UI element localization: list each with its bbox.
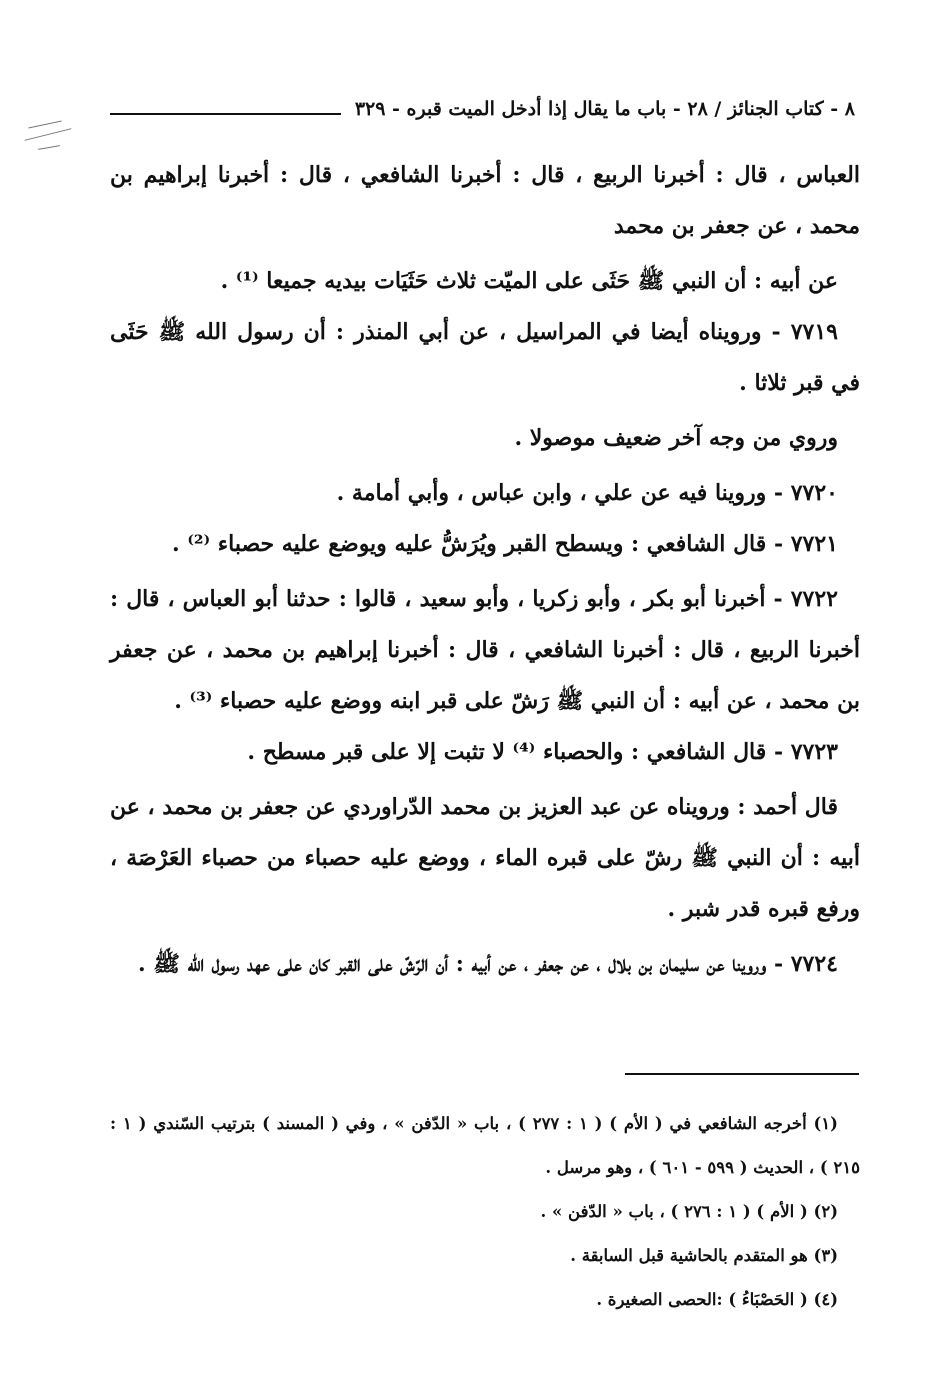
footnotes [110, 1102, 860, 1322]
paragraph: ٧٧٢٢ - أخبرنا أبو بكر ، وأبو زكريا ، وأبو سعيد ، قالوا : حدثنا أبو العباس ، قال : أخبرنا الربيع ، قال : أخبرنا الشافعي ، قال : أخبرنا إبراهيم بن محمد ، عن جعفر بن محمد ، عن أبيه : أن النبي ﷺ رَشّ على قبر ابنه ووضع عليه حصباء ⁽³⁾ . [110, 586, 860, 714]
paragraph: وروي من وجه آخر ضعيف موصولا . [514, 425, 838, 451]
paragraph: ٧٧٢٠ - وروينا فيه عن علي ، وابن عباس ، وأبي أمامة . [336, 480, 838, 506]
scan-mark [28, 120, 61, 128]
paragraph: ٧٧٢١ - قال الشافعي : ويسطح القبر ويُرَشُّ عليه ويوضع عليه حصباء ⁽²⁾ . [172, 531, 838, 557]
scan-mark [38, 145, 60, 150]
running-header [110, 98, 855, 120]
footnote: (٣) هو المتقدم بالحاشية قبل السابقة . [570, 1246, 838, 1265]
footnote: (٢) ( الأم ) ( ١ : ٢٧٦ ) ، باب « الدّفن » . [540, 1202, 838, 1221]
paragraph: ٧٧٢٤ - وروينا عن سليمان بن بلال ، عن جعفر ، عن أبيه : أن الرّشّ على القبر كان على عهد رسول الله ﷺ . [138, 951, 838, 977]
header-rule [110, 113, 341, 115]
footnote-separator [625, 1073, 859, 1075]
running-title: ٨ - كتاب الجنائز / ٢٨ - باب ما يقال إذا أدخل الميت قبره - ٣٢٩ [354, 98, 855, 120]
paragraph: عن أبيه : أن النبي ﷺ حَثَى على الميّت ثلاث حَثَيَات بيديه جميعا ⁽¹⁾ . [220, 268, 838, 294]
paragraph: ٧٧٢٣ - قال الشافعي : والحصباء ⁽⁴⁾ لا تثبت إلا على قبر مسطح . [247, 739, 838, 765]
footnote: (١) أخرجه الشافعي في ( الأم ) ( ١ : ٢٧٧ ) ، باب « الدّفن » ، وفي ( المسند ) بترتيب السّندي ( ١ : ٢١٥ ) ، الحديث ( ٥٩٩ - ٦٠١ ) ، وهو مرسل . [110, 1114, 860, 1177]
main-text [110, 150, 860, 990]
scan-mark [25, 128, 72, 141]
footnote: (٤) ( الحَصْبَاءُ ) :الحصى الصغيرة . [596, 1290, 838, 1309]
paragraph: العباس ، قال : أخبرنا الربيع ، قال : أخبرنا الشافعي ، قال : أخبرنا إبراهيم بن محمد ، عن جعفر بن محمد [110, 162, 860, 239]
paragraph: قال أحمد : ورويناه عن عبد العزيز بن محمد الدّراوردي عن جعفر بن محمد ، عن أبيه : أن النبي ﷺ رشّ على قبره الماء ، ووضع عليه حصباء من حصباء العَرْصَة ، ورفع قبره قدر شبر . [109, 794, 860, 922]
paragraph: ٧٧١٩ - ورويناه أيضا في المراسيل ، عن أبي المنذر : أن رسول الله ﷺ حَثَى في قبر ثلاثا . [110, 319, 860, 396]
